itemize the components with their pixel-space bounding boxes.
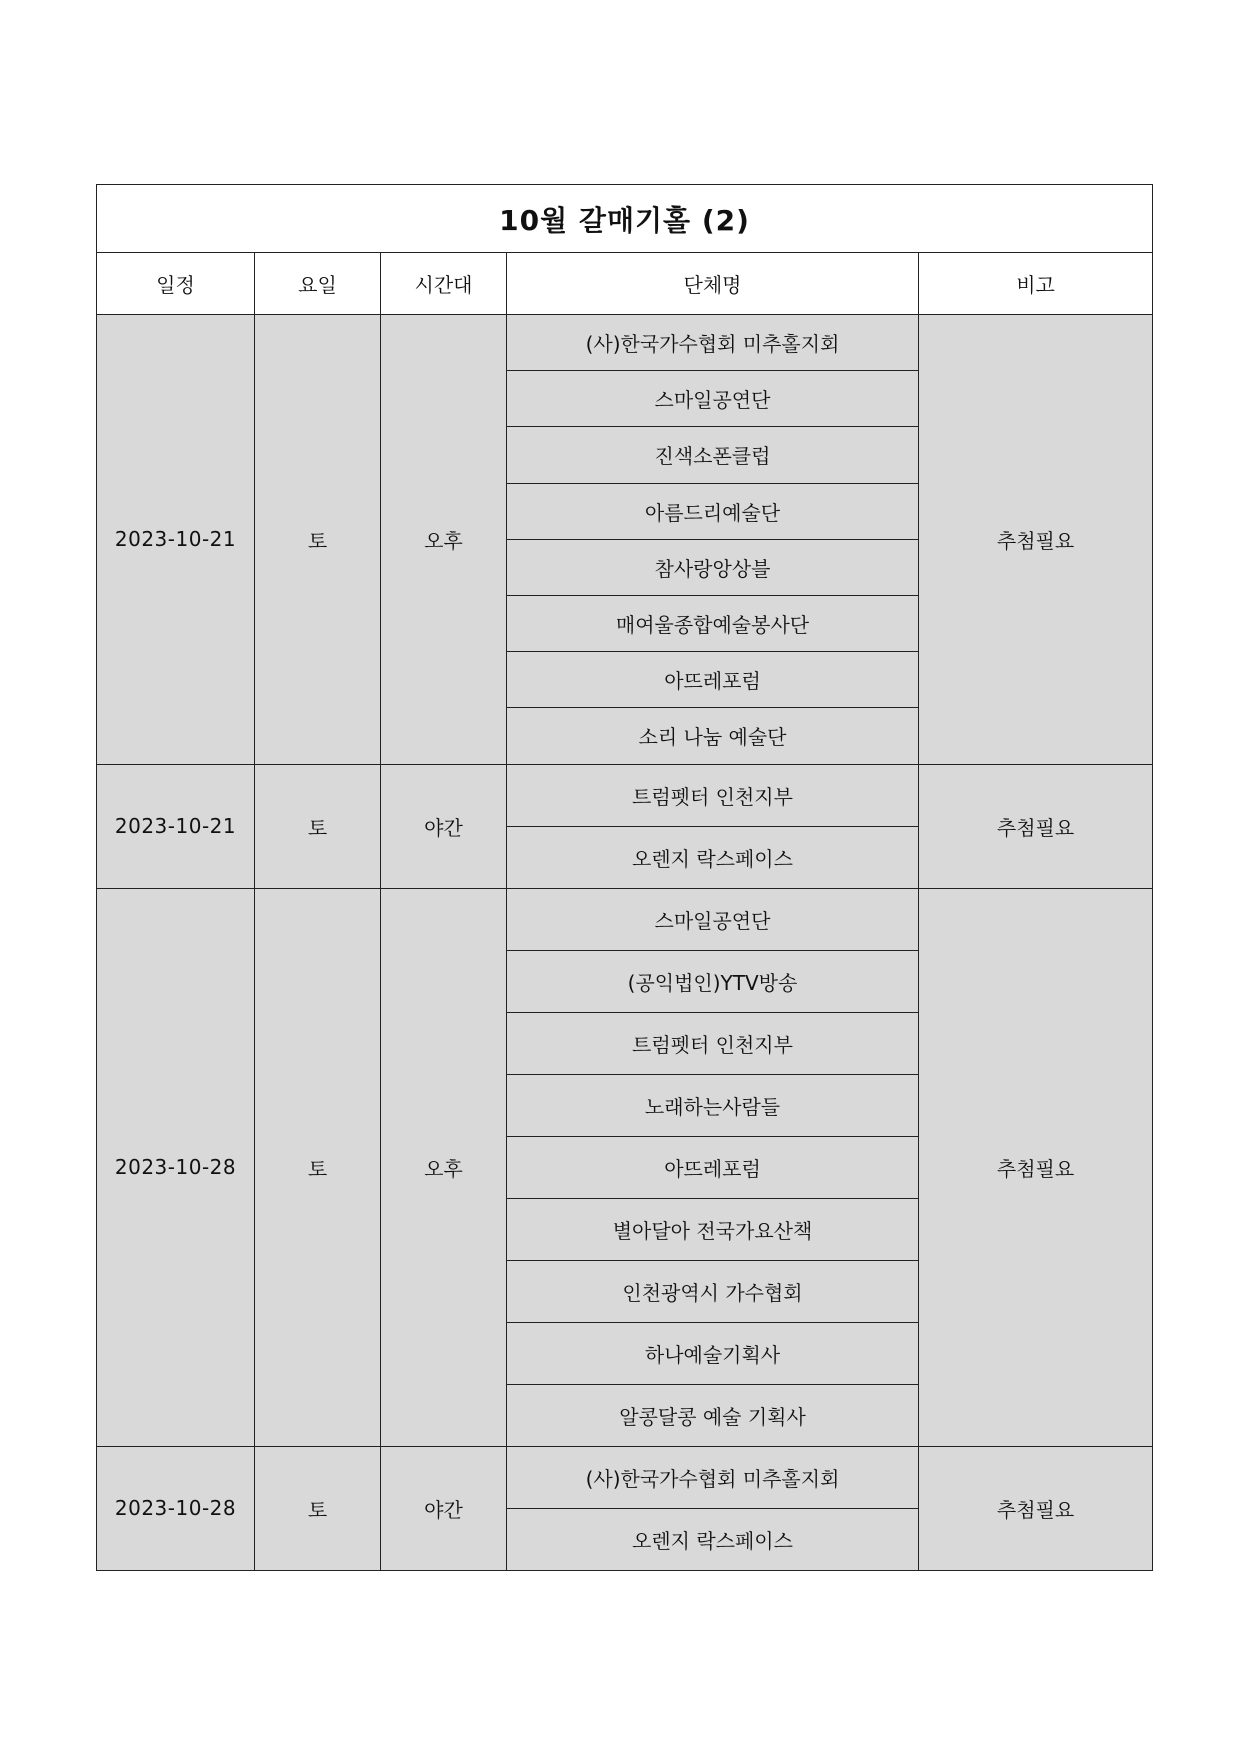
table-row xyxy=(97,315,1153,371)
header-note: 비고 xyxy=(919,253,1153,315)
day-cell: 토 xyxy=(255,1446,381,1570)
time-cell: 야간 xyxy=(381,764,507,888)
note-cell: 추첨필요 xyxy=(919,764,1153,888)
note-cell: 추첨필요 xyxy=(919,1446,1153,1570)
group-cell: 트럼펫터 인천지부 xyxy=(507,1012,919,1074)
day-cell: 토 xyxy=(255,888,381,1446)
header-day: 요일 xyxy=(255,253,381,315)
time-cell: 야간 xyxy=(381,1446,507,1570)
table-title: 10월 갈매기홀 (2) xyxy=(97,185,1153,253)
day-cell: 토 xyxy=(255,764,381,888)
header-group: 단체명 xyxy=(507,253,919,315)
group-cell: 참사랑앙상블 xyxy=(507,539,919,595)
table-row xyxy=(97,764,1153,826)
group-cell: 하나예술기획사 xyxy=(507,1322,919,1384)
note-cell: 추첨필요 xyxy=(919,315,1153,765)
group-cell: (공익법인)YTV방송 xyxy=(507,950,919,1012)
header-row xyxy=(97,253,1153,315)
date-cell: 2023-10-28 xyxy=(97,888,255,1446)
time-cell: 오후 xyxy=(381,888,507,1446)
table-body xyxy=(97,315,1153,1571)
date-cell: 2023-10-28 xyxy=(97,1446,255,1570)
group-cell: 소리 나눔 예술단 xyxy=(507,708,919,764)
group-cell: 별아달아 전국가요산책 xyxy=(507,1198,919,1260)
date-cell: 2023-10-21 xyxy=(97,764,255,888)
group-cell: 스마일공연단 xyxy=(507,888,919,950)
group-cell: 노래하는사람들 xyxy=(507,1074,919,1136)
table-row xyxy=(97,1446,1153,1508)
title-row xyxy=(97,185,1153,253)
group-cell: (사)한국가수협회 미추홀지회 xyxy=(507,315,919,371)
schedule-table xyxy=(96,184,1153,1571)
group-cell: 아뜨레포럼 xyxy=(507,652,919,708)
group-cell: 오렌지 락스페이스 xyxy=(507,826,919,888)
group-cell: 스마일공연단 xyxy=(507,371,919,427)
table-row xyxy=(97,888,1153,950)
group-cell: 오렌지 락스페이스 xyxy=(507,1508,919,1570)
header-date: 일정 xyxy=(97,253,255,315)
group-cell: 아뜨레포럼 xyxy=(507,1136,919,1198)
note-cell: 추첨필요 xyxy=(919,888,1153,1446)
group-cell: 매여울종합예술봉사단 xyxy=(507,595,919,651)
group-cell: 인천광역시 가수협회 xyxy=(507,1260,919,1322)
group-cell: 아름드리예술단 xyxy=(507,483,919,539)
group-cell: (사)한국가수협회 미추홀지회 xyxy=(507,1446,919,1508)
header-time: 시간대 xyxy=(381,253,507,315)
day-cell: 토 xyxy=(255,315,381,765)
group-cell: 트럼펫터 인천지부 xyxy=(507,764,919,826)
group-cell: 알콩달콩 예술 기획사 xyxy=(507,1384,919,1446)
group-cell: 진색소폰클럽 xyxy=(507,427,919,483)
time-cell: 오후 xyxy=(381,315,507,765)
date-cell: 2023-10-21 xyxy=(97,315,255,765)
